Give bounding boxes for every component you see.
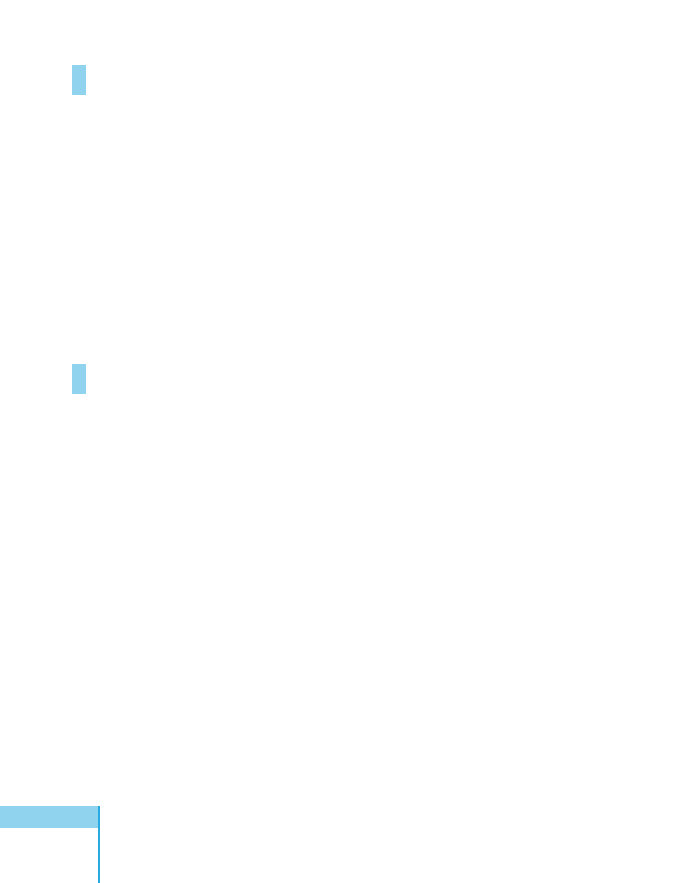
task-33-number [72,364,86,394]
task-32-number [72,65,86,95]
footer-divider [98,806,100,883]
footer-page-band [0,806,99,828]
